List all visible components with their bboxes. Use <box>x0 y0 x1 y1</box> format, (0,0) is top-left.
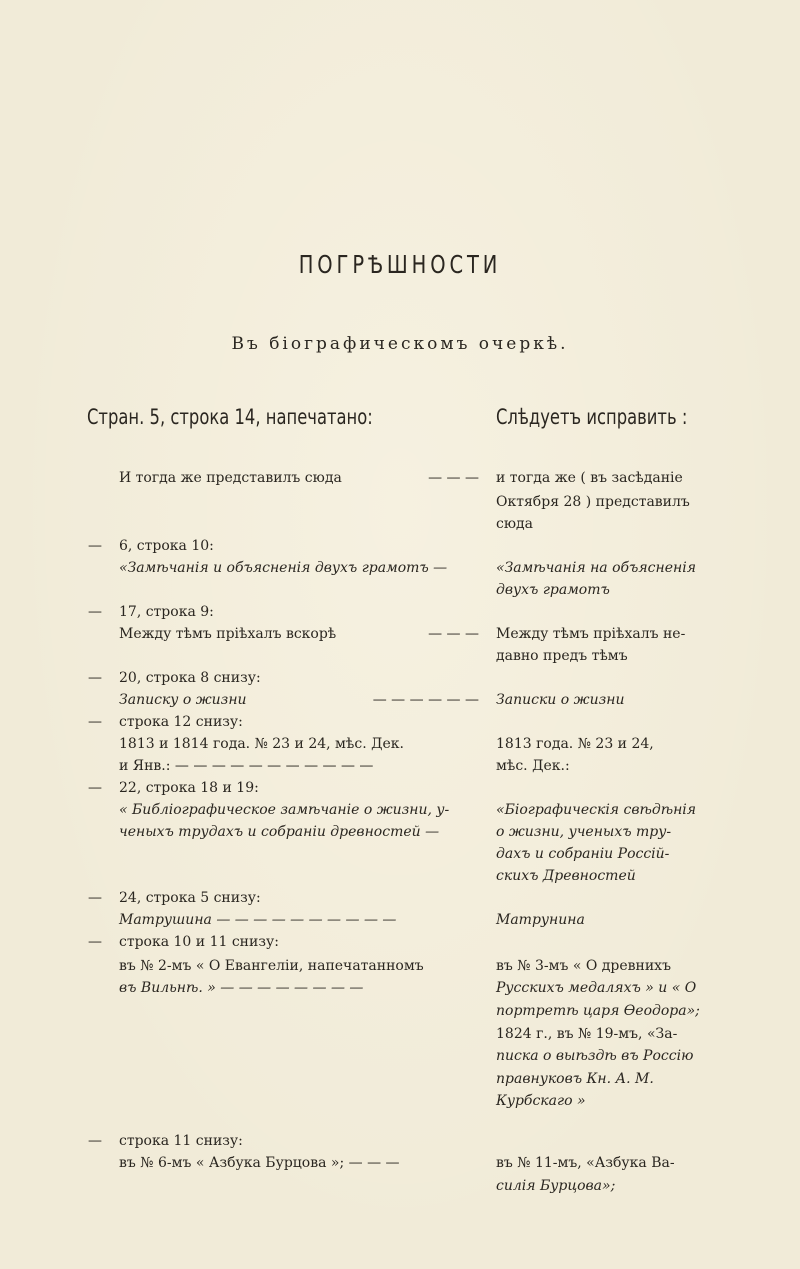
errata-printed-line: «Замѣчанія и объясненія двухъ грамотъ — <box>119 560 448 576</box>
leader-dashes: — — — <box>428 626 479 642</box>
errata-correction-line: правнуковъ Кн. А. М. <box>496 1071 654 1087</box>
errata-correction-line: Матрунина <box>496 912 585 928</box>
errata-correction-line: 1824 г., въ № 19-мъ, «За- <box>496 1026 678 1042</box>
errata-correction-line: въ № 3-мъ « О древнихъ <box>496 958 671 974</box>
column-header-printed: Стран. 5, строка 14, напечатано: <box>87 405 373 429</box>
errata-correction-line: Между тѣмъ пріѣхалъ не- <box>496 626 686 642</box>
errata-printed-line: въ № 2-мъ « О Евангеліи, напечатанномъ <box>119 958 424 974</box>
errata-printed-line: Матрушина — — — — — — — — — — <box>119 912 397 928</box>
errata-correction-line: Записки о жизни <box>496 692 625 708</box>
errata-text: Записку о жизни <box>119 692 247 708</box>
errata-correction-line: въ № 11-мъ, «Азбука Ва- <box>496 1155 675 1171</box>
errata-printed-line: въ № 6-мъ « Азбука Бурцова »; — — — <box>119 1155 400 1171</box>
section-subtitle: Въ біографическомъ очеркѣ. <box>231 334 569 354</box>
errata-correction-line: Курбскаго » <box>496 1093 586 1109</box>
errata-correction-line: скихъ Древностей <box>496 868 636 884</box>
errata-printed-line: и Янв.: — — — — — — — — — — — <box>119 758 374 774</box>
ditto-mark: — <box>88 714 102 730</box>
errata-correction-line: давно предъ тѣмъ <box>496 648 628 664</box>
errata-text: Между тѣмъ пріѣхалъ вскорѣ <box>119 626 337 642</box>
errata-printed-line <box>119 467 479 489</box>
ditto-mark: — <box>88 934 102 950</box>
errata-correction-line: силія Бурцова»; <box>496 1178 616 1194</box>
errata-location: строка 11 снизу: <box>119 1133 243 1149</box>
errata-correction-line: «Біографическія свѣдѣнія <box>496 802 697 818</box>
errata-printed-line: « Библіографическое замѣчаніе о жизни, у- <box>119 802 450 818</box>
errata-printed-line <box>119 689 479 711</box>
errata-printed-line <box>119 623 479 645</box>
page-title: ПОГРѢШНОСТИ <box>298 250 502 279</box>
errata-correction-line: сюда <box>496 516 533 532</box>
leader-dashes: — — — — — — <box>372 692 479 708</box>
errata-correction-line: дахъ и собраніи Россій- <box>496 846 670 862</box>
ditto-mark: — <box>88 670 102 686</box>
errata-location: строка 12 снизу: <box>119 714 243 730</box>
ditto-mark: — <box>88 538 102 554</box>
errata-correction-line: Октября 28 ) представилъ <box>496 494 690 510</box>
errata-location: 24, строка 5 снизу: <box>119 890 261 906</box>
errata-correction-line: писка о выѣздѣ въ Россію <box>496 1048 694 1064</box>
ditto-mark: — <box>88 780 102 796</box>
errata-printed-line: 1813 и 1814 года. № 23 и 24, мѣс. Дек. <box>119 736 404 752</box>
errata-location: 17, строка 9: <box>119 604 214 620</box>
leader-dashes: — — — <box>428 470 479 486</box>
ditto-mark: — <box>88 604 102 620</box>
errata-correction-line: о жизни, ученыхъ тру- <box>496 824 672 840</box>
column-header-correction: Слѣдуетъ исправить : <box>496 405 688 429</box>
errata-correction-line: Русскихъ медаляхъ » и « О <box>496 980 697 996</box>
ditto-mark: — <box>88 890 102 906</box>
errata-correction-line: «Замѣчанія на объясненія <box>496 560 696 576</box>
errata-location: 22, строка 18 и 19: <box>119 780 259 796</box>
errata-printed-line: въ Вильнѣ. » — — — — — — — — <box>119 980 364 996</box>
errata-correction-line: 1813 года. № 23 и 24, <box>496 736 654 752</box>
errata-correction-line: двухъ грамотъ <box>496 582 610 598</box>
errata-correction-line: портретѣ царя Ѳеодора»; <box>496 1003 700 1019</box>
errata-location: строка 10 и 11 снизу: <box>119 934 279 950</box>
errata-location: 20, строка 8 снизу: <box>119 670 261 686</box>
ditto-mark: — <box>88 1133 102 1149</box>
errata-text: И тогда же представилъ сюда <box>119 470 342 486</box>
errata-correction-line: мѣс. Дек.: <box>496 758 570 774</box>
errata-printed-line: ченыхъ трудахъ и собраніи древностей — <box>119 824 440 840</box>
errata-correction-line: и тогда же ( въ засѣданіе <box>496 470 683 486</box>
errata-location: 6, строка 10: <box>119 538 214 554</box>
